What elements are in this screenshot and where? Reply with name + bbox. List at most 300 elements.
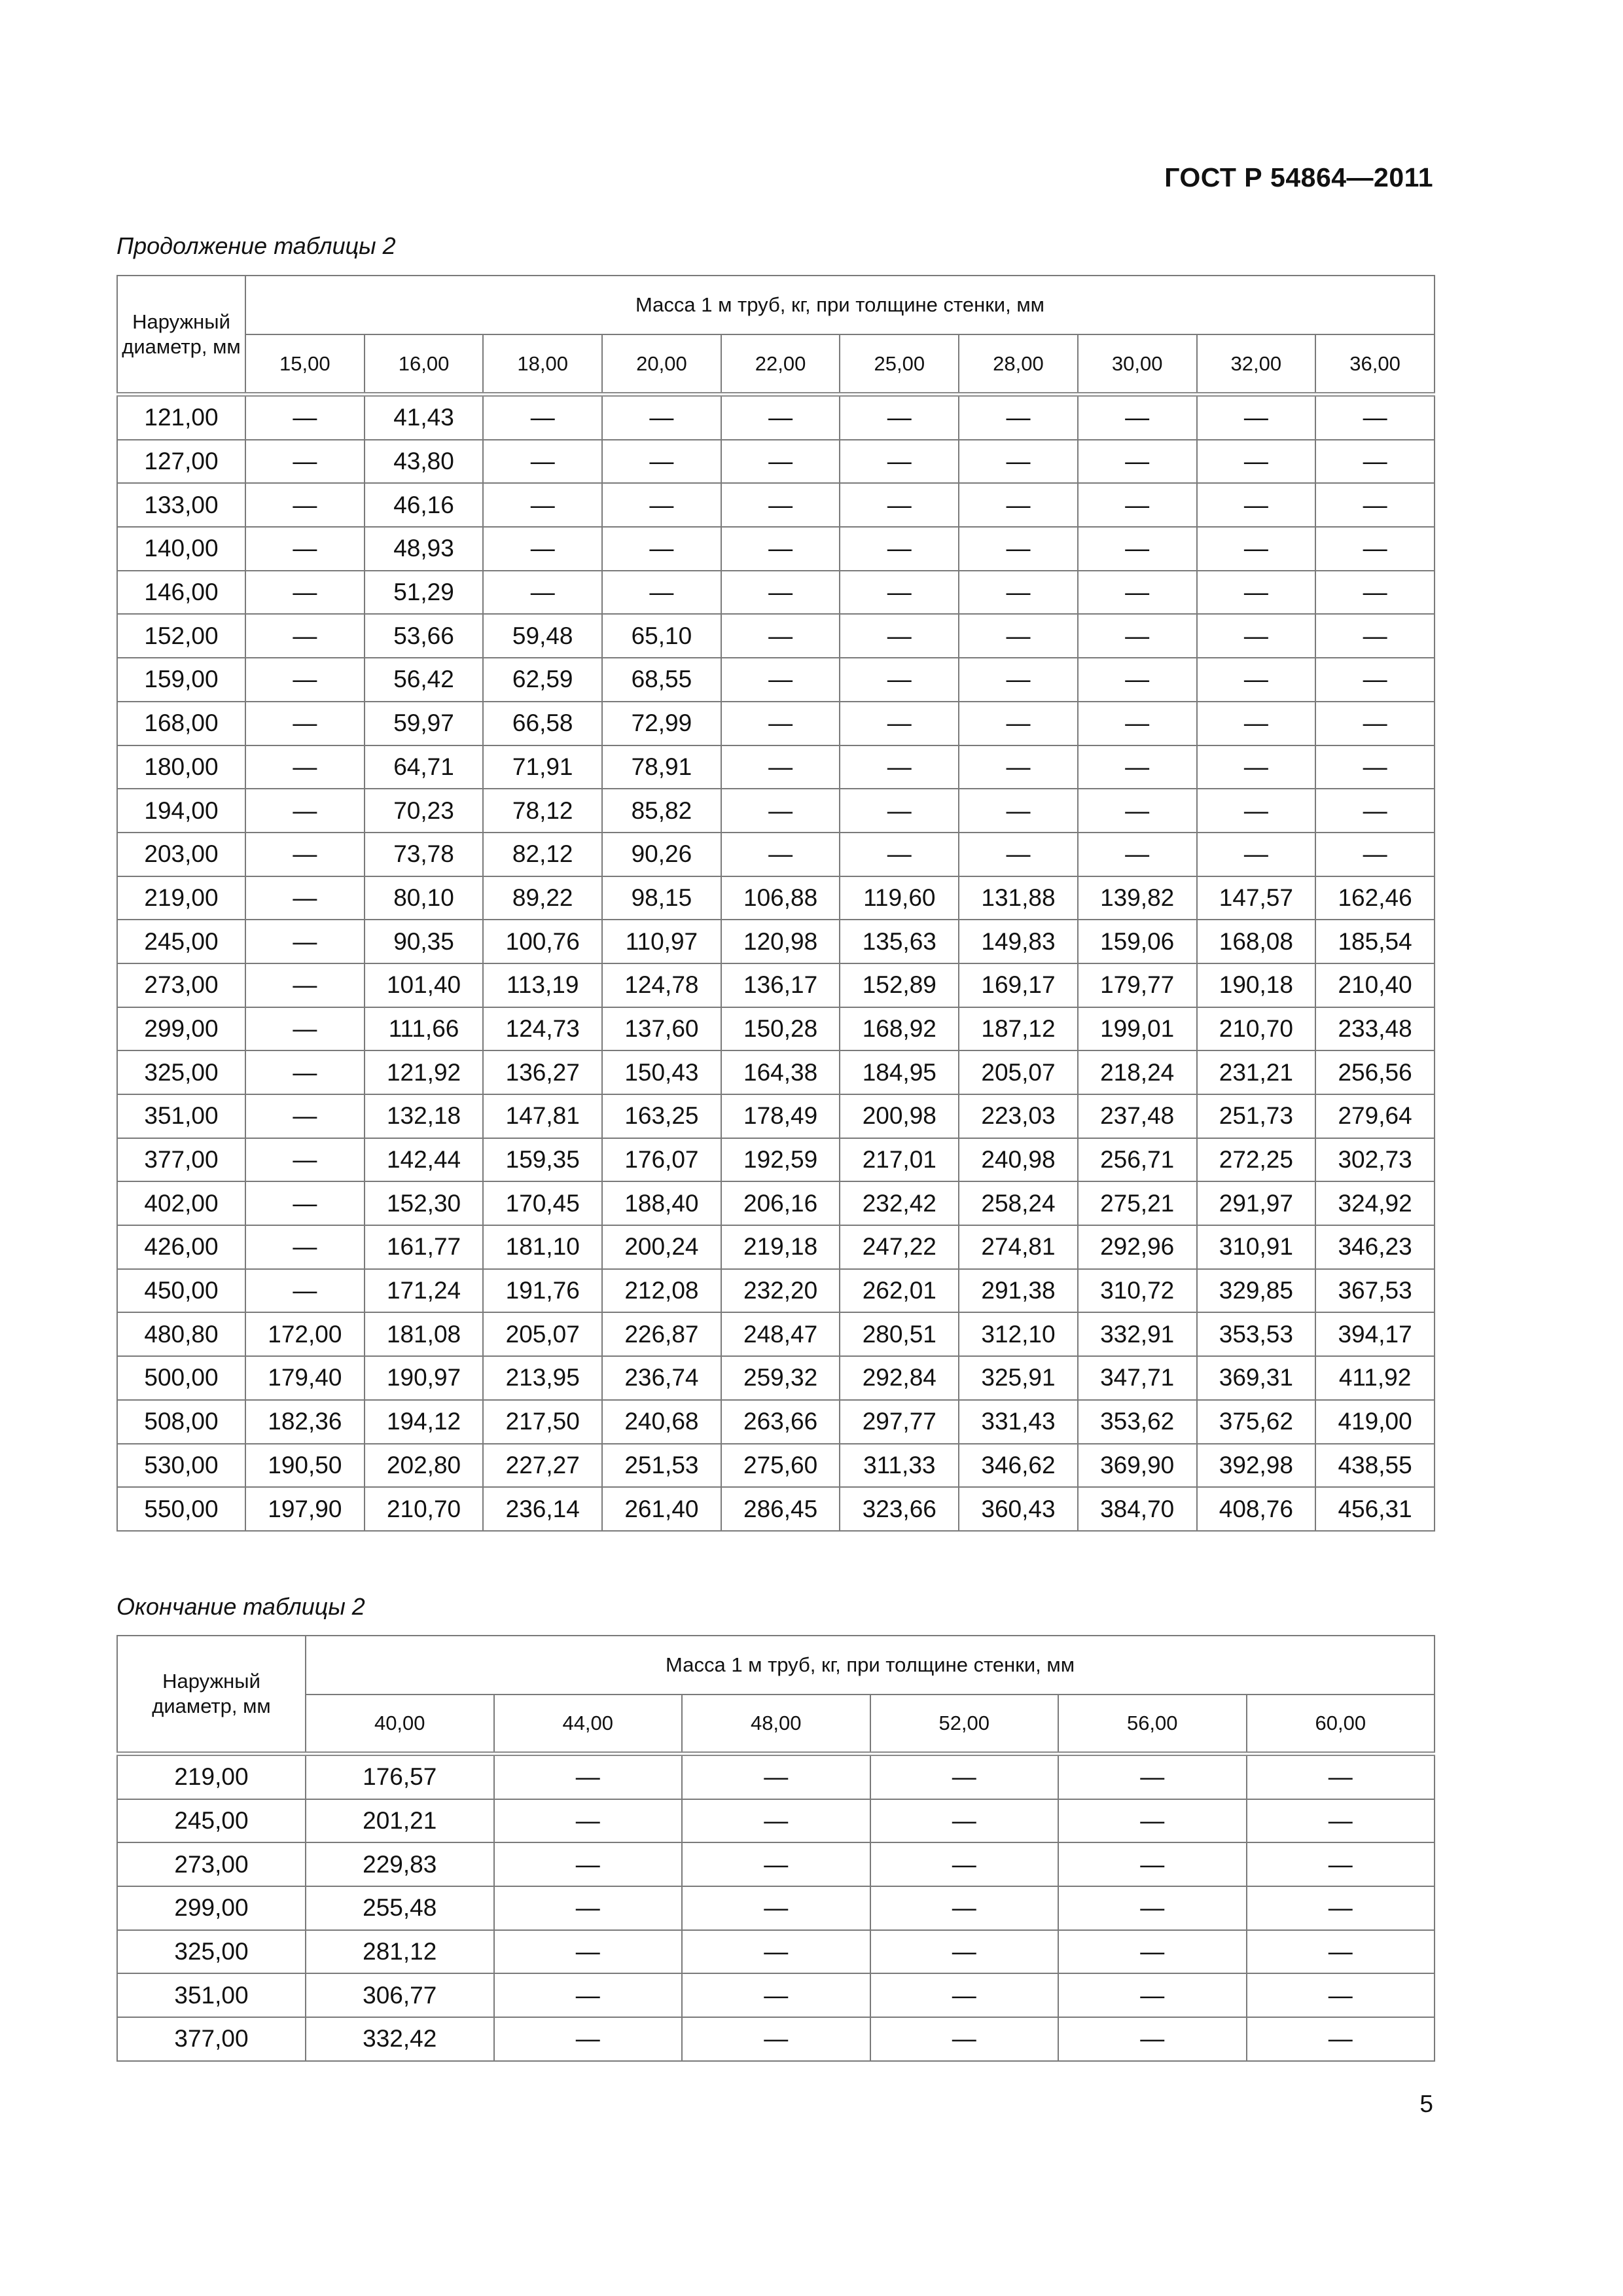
mass-cell: — bbox=[245, 440, 365, 484]
table2-caption: Окончание таблицы 2 bbox=[116, 1593, 365, 1620]
mass-cell: — bbox=[1247, 1973, 1435, 2017]
mass-cell: — bbox=[494, 1886, 683, 1930]
table-row bbox=[117, 483, 1435, 527]
table-row bbox=[117, 1842, 1435, 1886]
column-header-thickness: 36,00 bbox=[1315, 334, 1435, 395]
mass-cell: — bbox=[682, 1930, 870, 1974]
mass-cell: — bbox=[602, 571, 721, 615]
table-row bbox=[117, 1181, 1435, 1225]
mass-cell: 205,07 bbox=[959, 1050, 1078, 1094]
mass-cell: 233,48 bbox=[1315, 1007, 1435, 1051]
mass-cell: — bbox=[1247, 1842, 1435, 1886]
mass-cell: — bbox=[1197, 833, 1316, 876]
mass-cell: 131,88 bbox=[959, 876, 1078, 920]
mass-cell: 232,20 bbox=[721, 1269, 840, 1313]
mass-cell: — bbox=[245, 789, 365, 833]
mass-cell: 353,62 bbox=[1078, 1400, 1197, 1444]
group-header-mass: Масса 1 м труб, кг, при толщине стенки, мм bbox=[306, 1636, 1435, 1695]
table-row bbox=[117, 876, 1435, 920]
mass-cell: 291,38 bbox=[959, 1269, 1078, 1313]
table-row bbox=[117, 1799, 1435, 1843]
mass-cell: 229,83 bbox=[306, 1842, 494, 1886]
mass-cell: 53,66 bbox=[365, 614, 484, 658]
mass-cell: 392,98 bbox=[1197, 1444, 1316, 1488]
mass-cell: — bbox=[1078, 395, 1197, 440]
mass-cell: 312,10 bbox=[959, 1312, 1078, 1356]
mass-cell: — bbox=[1315, 658, 1435, 702]
mass-cell: — bbox=[1315, 833, 1435, 876]
mass-cell: 259,32 bbox=[721, 1356, 840, 1400]
diameter-cell: 273,00 bbox=[117, 1842, 306, 1886]
mass-cell: — bbox=[840, 395, 959, 440]
mass-cell: — bbox=[682, 1973, 870, 2017]
mass-cell: — bbox=[1197, 658, 1316, 702]
diameter-cell: 203,00 bbox=[117, 833, 245, 876]
column-header-thickness: 30,00 bbox=[1078, 334, 1197, 395]
mass-cell: 227,27 bbox=[483, 1444, 602, 1488]
mass-cell: 178,49 bbox=[721, 1094, 840, 1138]
mass-cell: — bbox=[1078, 571, 1197, 615]
mass-cell: 292,84 bbox=[840, 1356, 959, 1400]
mass-cell: — bbox=[840, 833, 959, 876]
mass-cell: 231,21 bbox=[1197, 1050, 1316, 1094]
mass-cell: 291,97 bbox=[1197, 1181, 1316, 1225]
mass-cell: 217,01 bbox=[840, 1138, 959, 1182]
mass-cell: — bbox=[245, 571, 365, 615]
mass-cell: — bbox=[1315, 483, 1435, 527]
mass-cell: 281,12 bbox=[306, 1930, 494, 1974]
mass-cell: 438,55 bbox=[1315, 1444, 1435, 1488]
mass-cell: 232,42 bbox=[840, 1181, 959, 1225]
mass-cell: 162,46 bbox=[1315, 876, 1435, 920]
mass-cell: — bbox=[959, 440, 1078, 484]
mass-cell: 292,96 bbox=[1078, 1225, 1197, 1269]
mass-cell: 190,97 bbox=[365, 1356, 484, 1400]
mass-cell: — bbox=[959, 614, 1078, 658]
mass-cell: — bbox=[959, 702, 1078, 745]
mass-cell: 46,16 bbox=[365, 483, 484, 527]
mass-cell: 73,78 bbox=[365, 833, 484, 876]
mass-cell: 279,64 bbox=[1315, 1094, 1435, 1138]
mass-cell: 113,19 bbox=[483, 963, 602, 1007]
mass-cell: 85,82 bbox=[602, 789, 721, 833]
mass-cell: 191,76 bbox=[483, 1269, 602, 1313]
mass-cell: 176,57 bbox=[306, 1754, 494, 1799]
document-code: ГОСТ Р 54864—2011 bbox=[1164, 162, 1433, 192]
diameter-cell: 480,80 bbox=[117, 1312, 245, 1356]
mass-cell: 152,30 bbox=[365, 1181, 484, 1225]
mass-cell: 179,77 bbox=[1078, 963, 1197, 1007]
mass-cell: 360,43 bbox=[959, 1487, 1078, 1531]
diameter-cell: 426,00 bbox=[117, 1225, 245, 1269]
mass-cell: — bbox=[1058, 1799, 1247, 1843]
mass-cell: 56,42 bbox=[365, 658, 484, 702]
mass-cell: — bbox=[682, 1754, 870, 1799]
diameter-cell: 377,00 bbox=[117, 2017, 306, 2061]
mass-cell: 41,43 bbox=[365, 395, 484, 440]
row-header-outer-diameter: Наружный диаметр, мм bbox=[117, 1636, 306, 1754]
mass-cell: 346,23 bbox=[1315, 1225, 1435, 1269]
mass-cell: — bbox=[1058, 2017, 1247, 2061]
mass-cell: 325,91 bbox=[959, 1356, 1078, 1400]
mass-cell: 199,01 bbox=[1078, 1007, 1197, 1051]
mass-cell: — bbox=[245, 1138, 365, 1182]
mass-cell: 353,53 bbox=[1197, 1312, 1316, 1356]
table-row bbox=[117, 571, 1435, 615]
mass-cell: 68,55 bbox=[602, 658, 721, 702]
diameter-cell: 325,00 bbox=[117, 1050, 245, 1094]
mass-cell: 171,24 bbox=[365, 1269, 484, 1313]
mass-cell: 137,60 bbox=[602, 1007, 721, 1051]
mass-cell: 82,12 bbox=[483, 833, 602, 876]
column-header-thickness: 60,00 bbox=[1247, 1695, 1435, 1754]
mass-cell: — bbox=[721, 440, 840, 484]
mass-cell: — bbox=[483, 483, 602, 527]
mass-cell: — bbox=[1078, 833, 1197, 876]
mass-cell: 185,54 bbox=[1315, 920, 1435, 963]
mass-cell: — bbox=[721, 789, 840, 833]
mass-cell: 275,60 bbox=[721, 1444, 840, 1488]
mass-cell: 256,56 bbox=[1315, 1050, 1435, 1094]
mass-cell: — bbox=[602, 440, 721, 484]
mass-cell: — bbox=[959, 833, 1078, 876]
mass-cell: — bbox=[245, 614, 365, 658]
mass-cell: 306,77 bbox=[306, 1973, 494, 2017]
mass-cell: 78,12 bbox=[483, 789, 602, 833]
mass-cell: 202,80 bbox=[365, 1444, 484, 1488]
mass-cell: 101,40 bbox=[365, 963, 484, 1007]
column-header-thickness: 40,00 bbox=[306, 1695, 494, 1754]
mass-cell: 210,70 bbox=[1197, 1007, 1316, 1051]
mass-cell: — bbox=[245, 963, 365, 1007]
mass-cell: — bbox=[1315, 395, 1435, 440]
mass-cell: 210,40 bbox=[1315, 963, 1435, 1007]
mass-cell: — bbox=[840, 789, 959, 833]
mass-cell: 262,01 bbox=[840, 1269, 959, 1313]
table-row bbox=[117, 2017, 1435, 2061]
mass-cell: — bbox=[1315, 527, 1435, 571]
mass-cell: — bbox=[959, 658, 1078, 702]
mass-cell: 223,03 bbox=[959, 1094, 1078, 1138]
mass-cell: — bbox=[245, 1225, 365, 1269]
mass-cell: 261,40 bbox=[602, 1487, 721, 1531]
table-row bbox=[117, 1225, 1435, 1269]
mass-cell: 217,50 bbox=[483, 1400, 602, 1444]
mass-cell: — bbox=[245, 1094, 365, 1138]
mass-cell: 384,70 bbox=[1078, 1487, 1197, 1531]
mass-cell: — bbox=[721, 658, 840, 702]
mass-cell: — bbox=[682, 1842, 870, 1886]
column-header-thickness: 56,00 bbox=[1058, 1695, 1247, 1754]
mass-cell: 161,77 bbox=[365, 1225, 484, 1269]
mass-cell: — bbox=[1197, 702, 1316, 745]
table-row bbox=[117, 614, 1435, 658]
mass-cell: — bbox=[959, 527, 1078, 571]
mass-cell: — bbox=[840, 527, 959, 571]
mass-cell: — bbox=[602, 527, 721, 571]
column-header-thickness: 15,00 bbox=[245, 334, 365, 395]
mass-cell: — bbox=[870, 1973, 1059, 2017]
mass-cell: 188,40 bbox=[602, 1181, 721, 1225]
mass-cell: 240,98 bbox=[959, 1138, 1078, 1182]
group-header-mass: Масса 1 м труб, кг, при толщине стенки, мм bbox=[245, 276, 1435, 334]
mass-cell: — bbox=[682, 2017, 870, 2061]
column-header-thickness: 52,00 bbox=[870, 1695, 1059, 1754]
mass-cell: — bbox=[245, 876, 365, 920]
mass-cell: — bbox=[840, 571, 959, 615]
mass-cell: — bbox=[1315, 614, 1435, 658]
mass-cell: — bbox=[245, 702, 365, 745]
mass-cell: 237,48 bbox=[1078, 1094, 1197, 1138]
mass-cell: 206,16 bbox=[721, 1181, 840, 1225]
mass-cell: — bbox=[1315, 440, 1435, 484]
mass-cell: 78,91 bbox=[602, 745, 721, 789]
mass-cell: 136,27 bbox=[483, 1050, 602, 1094]
mass-cell: — bbox=[1078, 702, 1197, 745]
table-ending bbox=[116, 1635, 1435, 2062]
diameter-cell: 159,00 bbox=[117, 658, 245, 702]
mass-cell: 59,48 bbox=[483, 614, 602, 658]
diameter-cell: 219,00 bbox=[117, 876, 245, 920]
mass-cell: — bbox=[483, 440, 602, 484]
table-row bbox=[117, 1886, 1435, 1930]
mass-cell: — bbox=[245, 920, 365, 963]
diameter-cell: 351,00 bbox=[117, 1094, 245, 1138]
table-row bbox=[117, 527, 1435, 571]
mass-cell: 124,78 bbox=[602, 963, 721, 1007]
mass-cell: 62,59 bbox=[483, 658, 602, 702]
mass-cell: 124,73 bbox=[483, 1007, 602, 1051]
mass-cell: 286,45 bbox=[721, 1487, 840, 1531]
mass-cell: 324,92 bbox=[1315, 1181, 1435, 1225]
mass-cell: — bbox=[1078, 789, 1197, 833]
mass-cell: 346,62 bbox=[959, 1444, 1078, 1488]
mass-cell: 80,10 bbox=[365, 876, 484, 920]
mass-cell: 201,21 bbox=[306, 1799, 494, 1843]
mass-cell: 272,25 bbox=[1197, 1138, 1316, 1182]
mass-cell: — bbox=[245, 395, 365, 440]
mass-cell: — bbox=[1058, 1842, 1247, 1886]
mass-cell: — bbox=[602, 483, 721, 527]
mass-cell: — bbox=[1058, 1886, 1247, 1930]
mass-cell: — bbox=[494, 1799, 683, 1843]
mass-cell: 280,51 bbox=[840, 1312, 959, 1356]
mass-cell: 247,22 bbox=[840, 1225, 959, 1269]
column-header-thickness: 48,00 bbox=[682, 1695, 870, 1754]
mass-cell: 168,08 bbox=[1197, 920, 1316, 963]
mass-cell: 100,76 bbox=[483, 920, 602, 963]
diameter-cell: 245,00 bbox=[117, 920, 245, 963]
mass-cell: — bbox=[959, 483, 1078, 527]
mass-cell: — bbox=[1197, 440, 1316, 484]
mass-cell: 258,24 bbox=[959, 1181, 1078, 1225]
mass-cell: — bbox=[483, 395, 602, 440]
mass-cell: — bbox=[721, 702, 840, 745]
mass-cell: 419,00 bbox=[1315, 1400, 1435, 1444]
mass-cell: 323,66 bbox=[840, 1487, 959, 1531]
mass-cell: 456,31 bbox=[1315, 1487, 1435, 1531]
mass-cell: 149,83 bbox=[959, 920, 1078, 963]
table-row bbox=[117, 1973, 1435, 2017]
mass-cell: — bbox=[494, 1973, 683, 2017]
mass-cell: 142,44 bbox=[365, 1138, 484, 1182]
table-row bbox=[117, 1444, 1435, 1488]
table-row bbox=[117, 1400, 1435, 1444]
mass-cell: 408,76 bbox=[1197, 1487, 1316, 1531]
mass-cell: 236,14 bbox=[483, 1487, 602, 1531]
mass-cell: — bbox=[1197, 483, 1316, 527]
mass-cell: 274,81 bbox=[959, 1225, 1078, 1269]
diameter-cell: 500,00 bbox=[117, 1356, 245, 1400]
table-continuation bbox=[116, 275, 1435, 1532]
table-row bbox=[117, 658, 1435, 702]
mass-cell: — bbox=[1078, 483, 1197, 527]
mass-cell: 43,80 bbox=[365, 440, 484, 484]
row-header-outer-diameter: Наружный диаметр, мм bbox=[117, 276, 245, 395]
mass-cell: — bbox=[1247, 1799, 1435, 1843]
mass-cell: — bbox=[1247, 2017, 1435, 2061]
table-row bbox=[117, 1930, 1435, 1974]
mass-cell: — bbox=[870, 1886, 1059, 1930]
mass-cell: 150,43 bbox=[602, 1050, 721, 1094]
mass-cell: 132,18 bbox=[365, 1094, 484, 1138]
diameter-cell: 508,00 bbox=[117, 1400, 245, 1444]
diameter-cell: 219,00 bbox=[117, 1754, 306, 1799]
mass-cell: — bbox=[721, 745, 840, 789]
mass-cell: — bbox=[245, 1181, 365, 1225]
mass-cell: 329,85 bbox=[1197, 1269, 1316, 1313]
table-row bbox=[117, 1138, 1435, 1182]
table-row bbox=[117, 1269, 1435, 1313]
mass-cell: 332,42 bbox=[306, 2017, 494, 2061]
mass-cell: 212,08 bbox=[602, 1269, 721, 1313]
diameter-cell: 530,00 bbox=[117, 1444, 245, 1488]
mass-cell: — bbox=[721, 483, 840, 527]
mass-cell: — bbox=[1197, 614, 1316, 658]
mass-cell: — bbox=[721, 527, 840, 571]
mass-cell: 72,99 bbox=[602, 702, 721, 745]
table-row bbox=[117, 920, 1435, 963]
table-row bbox=[117, 440, 1435, 484]
mass-cell: 187,12 bbox=[959, 1007, 1078, 1051]
diameter-cell: 273,00 bbox=[117, 963, 245, 1007]
mass-cell: — bbox=[1197, 395, 1316, 440]
mass-cell: 219,18 bbox=[721, 1225, 840, 1269]
mass-cell: 147,57 bbox=[1197, 876, 1316, 920]
mass-cell: — bbox=[1197, 571, 1316, 615]
diameter-cell: 146,00 bbox=[117, 571, 245, 615]
mass-cell: — bbox=[602, 395, 721, 440]
mass-cell: — bbox=[245, 527, 365, 571]
mass-cell: — bbox=[1078, 658, 1197, 702]
mass-cell: — bbox=[870, 1930, 1059, 1974]
table-row bbox=[117, 1094, 1435, 1138]
mass-cell: 375,62 bbox=[1197, 1400, 1316, 1444]
mass-cell: 59,97 bbox=[365, 702, 484, 745]
mass-cell: 136,17 bbox=[721, 963, 840, 1007]
mass-cell: 98,15 bbox=[602, 876, 721, 920]
mass-cell: — bbox=[959, 571, 1078, 615]
mass-cell: — bbox=[1197, 527, 1316, 571]
table-row bbox=[117, 789, 1435, 833]
diameter-cell: 550,00 bbox=[117, 1487, 245, 1531]
diameter-cell: 299,00 bbox=[117, 1886, 306, 1930]
mass-cell: — bbox=[1058, 1754, 1247, 1799]
diameter-cell: 140,00 bbox=[117, 527, 245, 571]
mass-cell: 71,91 bbox=[483, 745, 602, 789]
mass-cell: — bbox=[1078, 614, 1197, 658]
mass-cell: — bbox=[870, 1842, 1059, 1886]
column-header-thickness: 25,00 bbox=[840, 334, 959, 395]
mass-cell: 176,07 bbox=[602, 1138, 721, 1182]
mass-cell: — bbox=[1315, 702, 1435, 745]
mass-cell: 119,60 bbox=[840, 876, 959, 920]
mass-cell: 236,74 bbox=[602, 1356, 721, 1400]
mass-cell: — bbox=[245, 1269, 365, 1313]
diameter-cell: 402,00 bbox=[117, 1181, 245, 1225]
mass-cell: — bbox=[1197, 789, 1316, 833]
mass-cell: 172,00 bbox=[245, 1312, 365, 1356]
mass-cell: — bbox=[1247, 1930, 1435, 1974]
mass-cell: — bbox=[870, 2017, 1059, 2061]
mass-cell: 311,33 bbox=[840, 1444, 959, 1488]
column-header-thickness: 22,00 bbox=[721, 334, 840, 395]
mass-cell: 200,98 bbox=[840, 1094, 959, 1138]
mass-cell: — bbox=[1078, 440, 1197, 484]
mass-cell: 163,25 bbox=[602, 1094, 721, 1138]
mass-cell: 310,91 bbox=[1197, 1225, 1316, 1269]
mass-cell: 159,35 bbox=[483, 1138, 602, 1182]
mass-cell: 197,90 bbox=[245, 1487, 365, 1531]
mass-cell: 367,53 bbox=[1315, 1269, 1435, 1313]
mass-cell: — bbox=[483, 571, 602, 615]
mass-cell: — bbox=[959, 789, 1078, 833]
mass-cell: — bbox=[494, 1754, 683, 1799]
table-row bbox=[117, 1356, 1435, 1400]
mass-cell: 147,81 bbox=[483, 1094, 602, 1138]
diameter-cell: 325,00 bbox=[117, 1930, 306, 1974]
table-row bbox=[117, 395, 1435, 440]
mass-cell: 184,95 bbox=[840, 1050, 959, 1094]
mass-cell: — bbox=[1058, 1930, 1247, 1974]
mass-cell: 210,70 bbox=[365, 1487, 484, 1531]
mass-cell: 64,71 bbox=[365, 745, 484, 789]
mass-cell: 181,08 bbox=[365, 1312, 484, 1356]
mass-cell: 369,90 bbox=[1078, 1444, 1197, 1488]
mass-cell: — bbox=[245, 833, 365, 876]
mass-cell: — bbox=[840, 483, 959, 527]
table-row bbox=[117, 1050, 1435, 1094]
mass-cell: — bbox=[840, 658, 959, 702]
page-number: 5 bbox=[1419, 2090, 1433, 2117]
mass-cell: 152,89 bbox=[840, 963, 959, 1007]
mass-cell: 120,98 bbox=[721, 920, 840, 963]
mass-cell: — bbox=[1247, 1886, 1435, 1930]
mass-cell: 205,07 bbox=[483, 1312, 602, 1356]
mass-cell: — bbox=[721, 571, 840, 615]
mass-cell: — bbox=[1315, 571, 1435, 615]
mass-cell: — bbox=[721, 395, 840, 440]
table-row bbox=[117, 745, 1435, 789]
mass-cell: — bbox=[1078, 745, 1197, 789]
mass-cell: — bbox=[494, 1842, 683, 1886]
mass-cell: — bbox=[721, 833, 840, 876]
diameter-cell: 152,00 bbox=[117, 614, 245, 658]
mass-cell: — bbox=[245, 658, 365, 702]
table-row bbox=[117, 1487, 1435, 1531]
mass-cell: 110,97 bbox=[602, 920, 721, 963]
mass-cell: 190,18 bbox=[1197, 963, 1316, 1007]
